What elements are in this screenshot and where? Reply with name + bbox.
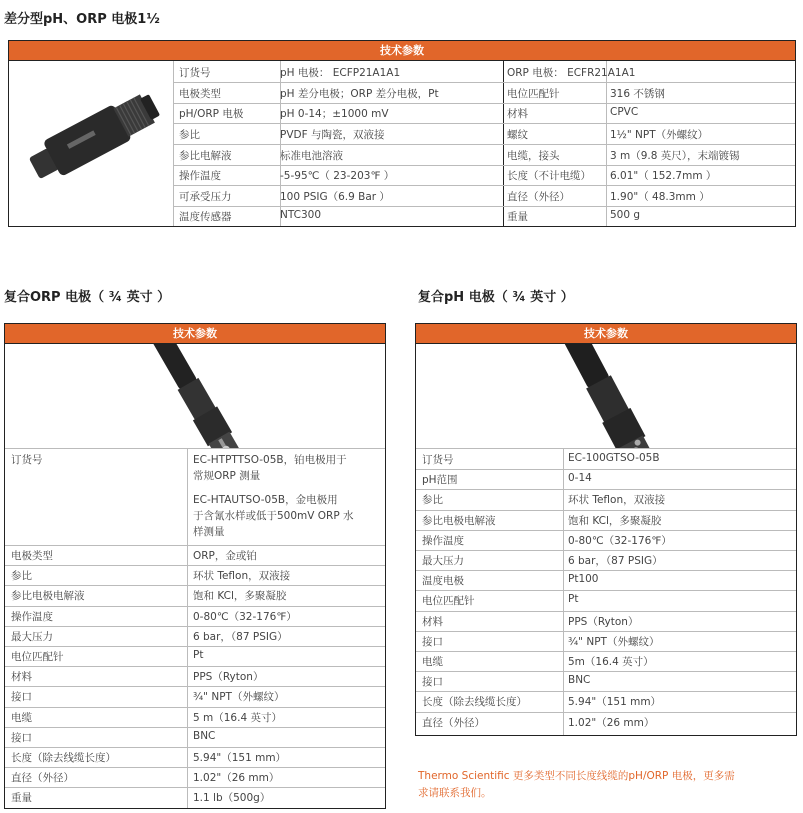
s1-r7-label2: 重量 xyxy=(507,211,528,223)
s2-row-label: 最大压力 xyxy=(11,630,53,643)
s1-r4-label: 参比电解液 xyxy=(179,150,232,162)
s2-row-label: 参比电极电解液 xyxy=(11,590,85,603)
s1-r7-value2: 500 g xyxy=(610,209,641,221)
s2-row-label: 接口 xyxy=(11,691,32,704)
section1-image xyxy=(9,61,174,226)
s1-r5-value2: 6.01"（ 152.7mm ） xyxy=(610,170,717,182)
s1-r1-label: 电极类型 xyxy=(179,88,221,100)
s3-row-value: 0-80℃（32-176℉） xyxy=(568,534,672,547)
contact-note-line2: 求请联系我们。 xyxy=(418,787,492,799)
s2-row-label: 材料 xyxy=(11,671,32,684)
s2-row-value: 5 m（16.4 英寸） xyxy=(193,711,282,724)
s2-row-label: 接口 xyxy=(11,731,32,744)
s3-row-label: 长度（除去线缆长度） xyxy=(422,696,527,709)
s1-r5-label: 操作温度 xyxy=(179,170,221,182)
s2-row-label: 操作温度 xyxy=(11,610,53,623)
electrode-1-5-image xyxy=(9,61,173,226)
s2-row-label: 电极类型 xyxy=(11,550,53,562)
s3-row-label: 材料 xyxy=(422,615,443,628)
s1-r0-value: pH 电极： ECFP21A1A1 xyxy=(280,67,401,79)
s3-row-value: 1.02"（26 mm） xyxy=(568,716,655,729)
ph-electrode-image xyxy=(416,344,796,448)
s3-row-label: 操作温度 xyxy=(422,534,464,547)
s3-row-value: PPS（Ryton） xyxy=(568,615,639,628)
s3-row-value: 饱和 KCl，多聚凝胶 xyxy=(568,514,662,527)
s3-row-label: 温度电极 xyxy=(422,575,464,588)
s2-order-a-l1: EC-HTPTTSO-05B，铂电极用于 xyxy=(193,454,347,466)
s1-r1-value: pH 差分电极；ORP 差分电极，Pt xyxy=(280,88,439,100)
s2-row-value: 环状 Teflon，双液接 xyxy=(193,570,291,583)
s2-row-value: 1.1 lb（500g） xyxy=(193,792,271,805)
s3-row-label: 参比电极电解液 xyxy=(422,514,496,527)
s3-row-label: pH范围 xyxy=(422,474,458,487)
s3-row-value: ¾" NPT（外螺纹） xyxy=(568,635,660,648)
s2-row-label: 重量 xyxy=(11,792,32,805)
s1-r4-value2: 3 m（9.8 英尺），末端镀锡 xyxy=(610,150,740,162)
orp-electrode-image xyxy=(5,344,385,448)
section1-table xyxy=(8,40,796,227)
s2-row-label: 直径（外径） xyxy=(11,772,74,785)
s3-row-label: 电位匹配针 xyxy=(422,595,475,608)
s2-order-a-l2: 常规ORP 测量 xyxy=(193,470,261,482)
s2-row-label: 电位匹配针 xyxy=(11,651,64,663)
s3-row-value: 环状 Teflon，双液接 xyxy=(568,494,666,507)
section2-table xyxy=(4,323,386,809)
s3-row-label: 接口 xyxy=(422,676,443,689)
s1-r7-value: NTC300 xyxy=(280,209,322,221)
s1-r1-value2: 316 不锈钢 xyxy=(610,88,665,100)
s1-r4-value: 标准电池溶液 xyxy=(280,150,343,162)
s2-row-value: 1.02"（26 mm） xyxy=(193,772,280,785)
contact-note-line1: Thermo Scientific 更多类型不同长度线缆的pH/ORP 电极，更多需 xyxy=(418,770,735,782)
s1-r0-label: 订货号 xyxy=(179,67,211,79)
s3-row-value: 5m（16.4 英寸） xyxy=(568,656,654,668)
s1-r3-value: PVDF 与陶瓷，双液接 xyxy=(280,129,385,141)
section3-image xyxy=(416,344,796,449)
section1-title: 差分型pH、ORP 电极1½ xyxy=(4,12,160,27)
section2-title: 复合ORP 电极（ ¾ 英寸 ） xyxy=(4,290,171,305)
s1-r2-label2: 材料 xyxy=(507,108,528,120)
s1-r4-label2: 电缆，接头 xyxy=(507,150,560,162)
s1-r3-label: 参比 xyxy=(179,129,200,141)
section1-header: 技术参数 xyxy=(9,41,795,61)
s1-r7-label: 温度传感器 xyxy=(179,211,232,223)
s2-row-value: 饱和 KCl，多聚凝胶 xyxy=(193,590,287,603)
s2-order-b-l3: 样测量 xyxy=(193,526,225,538)
s3-row-value: 6 bar，（87 PSIG） xyxy=(568,555,663,567)
s1-r6-value: 100 PSIG（6.9 Bar ） xyxy=(280,191,390,203)
s2-row-value: Pt xyxy=(193,649,204,661)
section3-header: 技术参数 xyxy=(416,324,796,344)
s1-r2-label: pH/ORP 电极 xyxy=(179,108,244,120)
s1-r3-value2: 1½" NPT（外螺纹） xyxy=(610,129,709,141)
s2-row-label: 长度（除去线缆长度） xyxy=(11,752,116,764)
s1-r5-value: -5-95℃（ 23-203℉ ） xyxy=(280,170,395,182)
s2-row-value: 5.94"（151 mm） xyxy=(193,752,287,764)
section2-header: 技术参数 xyxy=(5,324,385,344)
s3-row-label: 订货号 xyxy=(422,454,454,466)
s1-r2-value2: CPVC xyxy=(610,106,639,118)
s2-row-value: 6 bar，（87 PSIG） xyxy=(193,630,288,643)
s1-r5-label2: 长度（不计电缆） xyxy=(507,170,591,182)
s2-row-value: ORP，金或铂 xyxy=(193,550,257,562)
s1-r6-label2: 直径（外径） xyxy=(507,191,570,203)
s3-row-value: Pt xyxy=(568,593,579,606)
s2-row-value: BNC xyxy=(193,729,216,742)
s1-r6-label: 可承受压力 xyxy=(179,191,232,203)
s3-row-label: 直径（外径） xyxy=(422,716,485,729)
s1-r1-label2: 电位匹配针 xyxy=(507,88,560,100)
s2-row-value: 0-80℃（32-176℉） xyxy=(193,610,297,623)
section2-image xyxy=(5,344,385,449)
s1-r0-label2: ORP 电极： ECFR21A1A1 xyxy=(507,67,636,79)
s3-row-value: Pt100 xyxy=(568,573,599,586)
s3-row-value: EC-100GTSO-05B xyxy=(568,452,660,464)
s2-order-b-l2: 于含氰水样或低于500mV ORP 水 xyxy=(193,510,354,522)
s1-r3-label2: 螺纹 xyxy=(507,129,528,141)
section3-title: 复合pH 电极（ ¾ 英寸 ） xyxy=(418,290,574,305)
s2-order-b-l1: EC-HTAUTSO-05B，金电极用 xyxy=(193,494,338,506)
section3-table xyxy=(415,323,797,736)
s2-row-value: ¾" NPT（外螺纹） xyxy=(193,691,285,704)
s2-row-value: PPS（Ryton） xyxy=(193,671,264,684)
s3-row-label: 电缆 xyxy=(422,656,443,668)
s3-row-value: 5.94"（151 mm） xyxy=(568,696,662,709)
s3-row-label: 最大压力 xyxy=(422,555,464,567)
s2-row-label: 参比 xyxy=(11,570,32,583)
s3-row-value: 0-14 xyxy=(568,472,592,485)
s2-row-label: 电缆 xyxy=(11,711,32,724)
s3-row-value: BNC xyxy=(568,674,591,687)
s2-order-label: 订货号 xyxy=(11,454,43,466)
s3-row-label: 参比 xyxy=(422,494,443,507)
s1-r6-value2: 1.90"（ 48.3mm ） xyxy=(610,191,710,203)
contact-note xyxy=(418,768,800,802)
s3-row-label: 接口 xyxy=(422,635,443,648)
s1-r2-value: pH 0-14；±1000 mV xyxy=(280,108,389,120)
